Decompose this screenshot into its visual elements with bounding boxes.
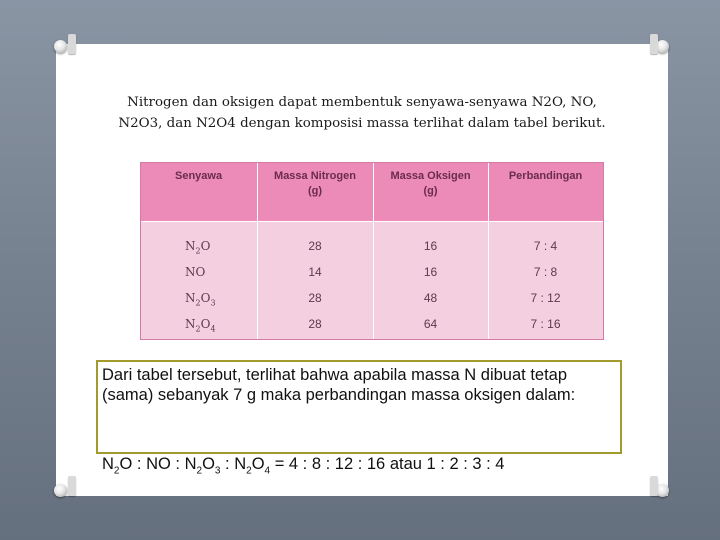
table-cell: 7 : 8 — [533, 265, 558, 279]
conclusion-text: Dari tabel tersebut, terlihat bahwa apabila massa N dibuat tetap (sama) sebanyak 7 g maka perbandingan massa oksigen dalam: — [102, 366, 576, 404]
column-massa-oksigen — [373, 233, 488, 337]
table-row: NO — [185, 265, 206, 279]
table-cell: 16 — [423, 265, 438, 279]
column-massa-nitrogen — [257, 233, 373, 337]
table-cell: 7 : 16 — [530, 317, 561, 331]
slide-panel — [56, 44, 668, 496]
table-cell: 64 — [423, 317, 438, 331]
table-cell: 7 : 12 — [530, 291, 561, 305]
ratio-statement: $N_2O$ : NO : $N_2O_3$ : $N_2O_4 = 4$ : 8 : 12 : 16 atau 1 : 2 : 3 : 4 — [102, 455, 505, 477]
intro-line-2: N2O3, dan N2O4 dengan komposisi massa terlihat dalam tabel berikut. — [118, 116, 606, 131]
header-massa-oksigen: Massa Oksigen (g) — [390, 170, 471, 197]
header-massa-nitrogen: Massa Nitrogen (g) — [274, 170, 356, 197]
header-senyawa: Senyawa — [175, 170, 223, 182]
tape-icon-bottom-right — [650, 476, 658, 496]
table-cell: 14 — [308, 265, 322, 279]
tape-icon-top-left — [68, 34, 76, 54]
header-perbandingan: Perbandingan — [508, 170, 583, 182]
table-cell: 28 — [308, 291, 322, 305]
column-perbandingan — [488, 233, 603, 337]
tape-icon-bottom-left — [68, 476, 76, 496]
table-cell: 16 — [423, 239, 438, 253]
pin-icon-bottom-left — [54, 484, 67, 497]
pin-icon-top-left — [54, 40, 67, 53]
composition-table — [140, 162, 604, 340]
intro-line-1: Nitrogen dan oksigen dapat membentuk senyawa-senyawa N2O, NO, — [127, 95, 597, 110]
table-cell: 7 : 4 — [533, 239, 558, 253]
table-cell: 28 — [308, 239, 322, 253]
table-row: $N_2O_3$ — [185, 291, 216, 308]
table-cell: 48 — [423, 291, 438, 305]
column-senyawa — [141, 233, 257, 337]
table-cell: 28 — [308, 317, 322, 331]
tape-icon-top-right — [650, 34, 658, 54]
table-row: $N_2O_4$ — [185, 317, 216, 334]
intro-paragraph — [116, 92, 608, 134]
table-row: $N_2O$ — [185, 239, 211, 256]
